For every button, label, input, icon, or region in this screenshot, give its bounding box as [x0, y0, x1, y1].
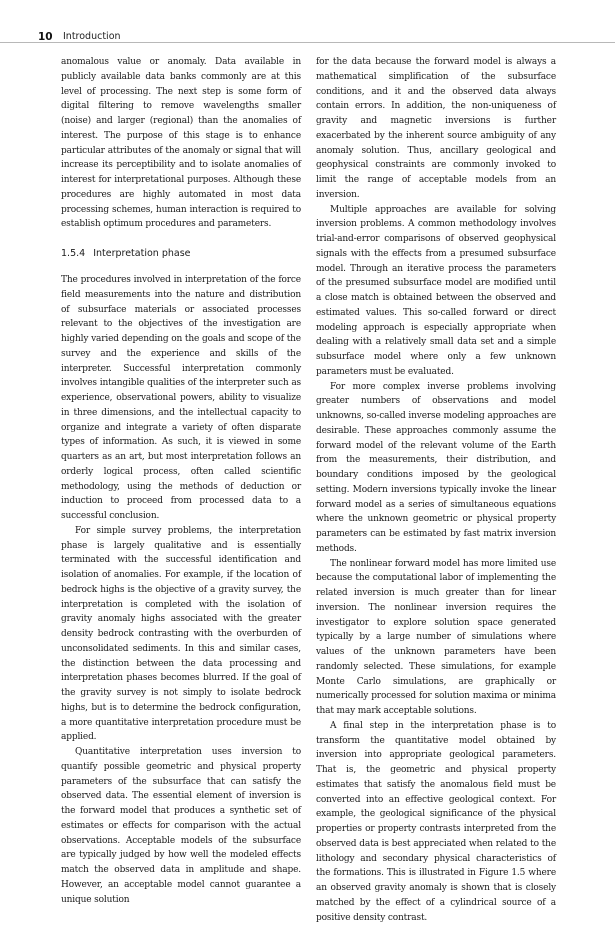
paragraph: A final step in the interpretation phase is to transform the quantitative model obtained by inversion into appropriate geological parameters. That is, the geometric and physical property estimates that satisfy the anomalous field must be converted into an effective geological context. For example, the geological significance of the physical properties or property contrasts interpreted from the observed data is best appreciated when related to the lithology and secondary physical characteristics of the formations. This is illustrated in Figure 1.5 where an observed gravity anomaly is shown that is closely matched by the effect of a cylindrical source of a positive density contrast. — [316, 720, 556, 923]
paragraph: For more complex inverse problems involving greater numbers of observations and model unknowns, so-called inverse modeling approaches are desirable. These approaches commonly assume the forward model of the relevant volume of the Earth from the measurements, their distribution, and boundary conditions imposed by the geological setting. Modern inversions typically invoke the linear forward model as a series of simultaneous equations where the unknown geometric or physical property parameters can be estimated by fast matrix inversion methods. — [316, 381, 556, 554]
section-number: 1.5.4 — [61, 248, 86, 259]
page-header — [0, 0, 615, 43]
page-number: 10 — [38, 31, 53, 43]
paragraph: For simple survey problems, the interpretation phase is largely qualitative and is essentially terminated with the successful identification and isolation of anomalies. For example, if the location of bedrock highs is the objective of a gravity survey, the interpretation is completed with the isolation of gravity anomaly highs associated with the greater density bedrock contrasting with the overburden of unconsolidated sediments. In this and similar cases, the distinction between the data processing and interpretation phases becomes blurred. If the goal of the gravity survey is not simply to isolate bedrock highs, but is to determine the bedrock configuration, a more quantitative interpretation procedure must be applied. — [61, 525, 301, 743]
paragraph: The nonlinear forward model has more limited use because the computational labor of implementing the related inversion is much greater than for linear inversion. The nonlinear inversion requires the investigator to explore solution space generated typically by a large number of simulations where values of the unknown parameters have been randomly selected. These simulations, for example Monte Carlo simulations, are graphically or numerically processed for solution maxima or minima that may mark acceptable solutions. — [316, 558, 556, 716]
paragraph: Quantitative interpretation uses inversion to quantify possible geometric and physical property parameters of the subsurface that can satisfy the observed data. The essential element of inversion is the forward model that produces a synthetic set of estimates or effects for comparison with the actual observations. Acceptable models of the subsurface are typically judged by how well the modeled effects match the observed data in amplitude and shape. However, an acceptable model cannot guarantee a unique solution — [61, 747, 301, 905]
right-column — [316, 55, 556, 925]
paragraph: Multiple approaches are available for solving inversion problems. A common methodology involves trial-and-error comparisons of observed geophysical signals with the effects from a presumed subsurface model. Through an iterative process the parameters of the presumed subsurface model are modified until a close match is obtained between the observed and estimated values. This so-called forward or direct modeling approach is especially appropriate when dealing with a relatively small data set and a simple subsurface model where only a few unknown parameters must be evaluated. — [316, 204, 556, 377]
running-title: Introduction — [63, 31, 121, 42]
paragraph: anomalous value or anomaly. Data available in publicly available data banks commonly are at this level of processing. The next step is some form of digital filtering to remove wavelengths smaller (noise) and larger (regional) than the anomalies of interest. The purpose of this stage is to enhance particular attributes of the anomaly or signal that will increase its perceptibility and to isolate anomalies of interest for interpretational purposes. Although these procedures are highly automated in most data processing schemes, human interaction is required to establish optimum procedures and parameters. — [61, 57, 301, 230]
paragraph: for the data because the forward model is always a mathematical simplification of the subsurface conditions, and it and the observed data always contain errors. In addition, the non-uniqueness of gravity and magnetic inversions is further exacerbated by the inherent source ambiguity of any anomaly solution. Thus, ancillary geological and geophysical constraints are commonly invoked to limit the range of acceptable models from an inversion. — [316, 57, 556, 200]
section-title: Interpretation phase — [93, 248, 191, 259]
section-heading — [61, 247, 301, 261]
left-column — [61, 55, 301, 907]
paragraph: The procedures involved in interpretation of the force field measurements into the nature and distribution of subsurface materials or associated processes relevant to the objectives of the investigation are highly varied depending on the goals and scope of the survey and the experience and skills of the interpreter. Successful interpretation commonly involves intangible qualities of the interpreter such as experience, observational powers, ability to visualize in three dimensions, and the intellectual capacity to organize and integrate a variety of often disparate types of information. As such, it is viewed in some quarters as an art, but most interpretation follows an orderly logical process, often called scientific methodology, using the methods of deduction or induction to proceed from processed data to a successful conclusion. — [61, 275, 301, 521]
